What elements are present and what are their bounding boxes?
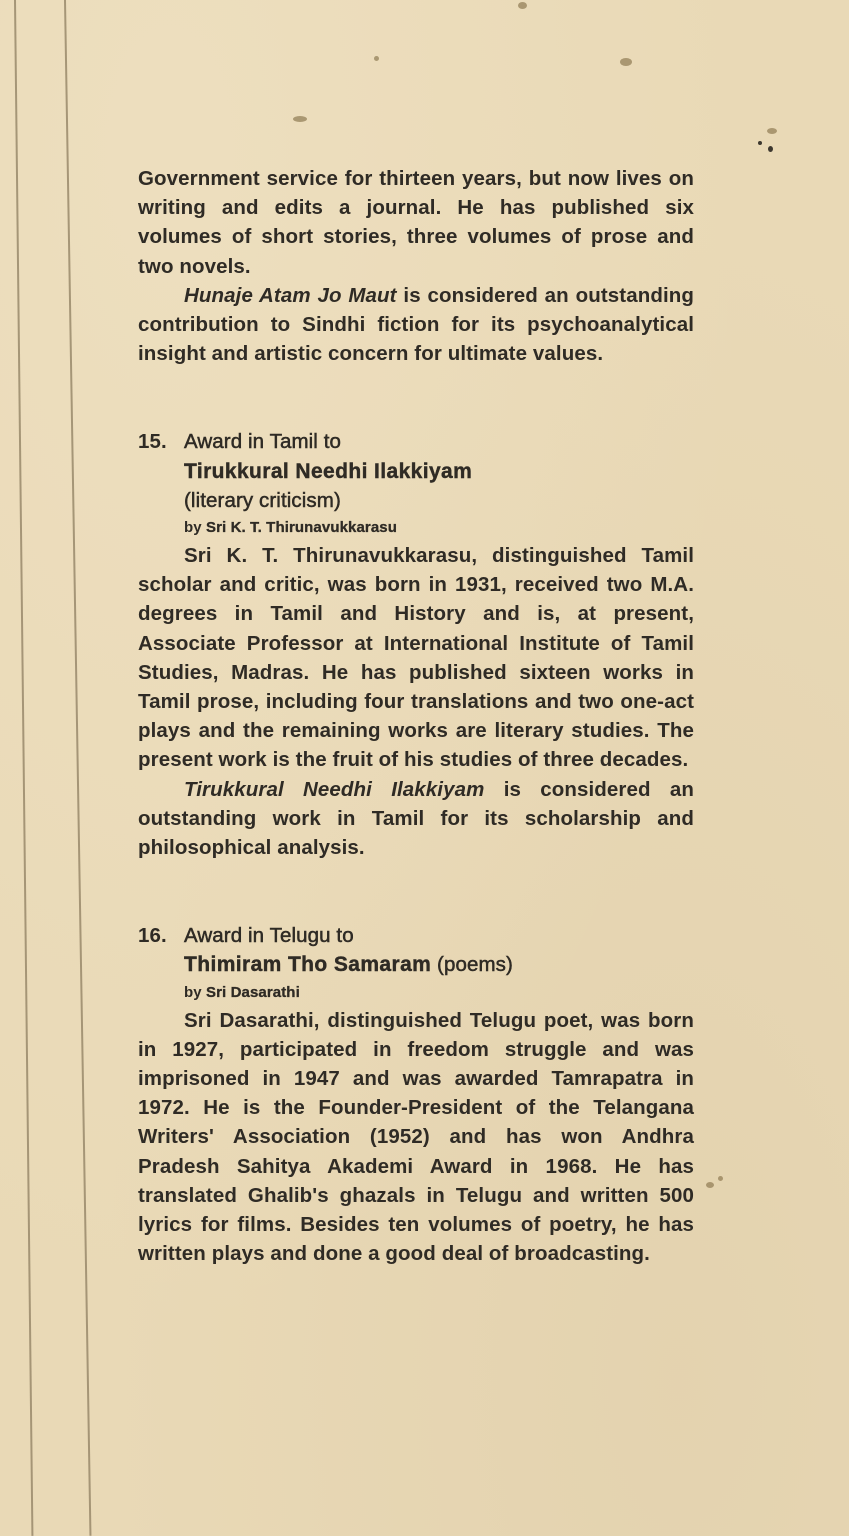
genre-label: (poems) — [437, 953, 513, 977]
award-section-tamil — [138, 427, 694, 862]
paper-speck — [374, 56, 379, 61]
document-page — [138, 164, 694, 1269]
assessment-text: is considered an outstanding work in Tamil for its scholarship and philosophical analysis. — [138, 777, 694, 860]
award-heading-label: Award in Tamil to — [184, 430, 342, 454]
paper-speck — [706, 1182, 714, 1188]
paper-speck — [718, 1176, 723, 1181]
work-title: Tirukkural Needhi Ilakkiyam — [184, 459, 473, 483]
assessment-text: is considered an outstanding contribution to Sindhi fiction for its psychoanalytical insight and artistic concern for ultimate values. — [138, 283, 694, 366]
paper-speck — [758, 141, 762, 145]
intro-assessment-paragraph — [138, 281, 694, 369]
award-heading-label: Award in Telugu to — [184, 924, 354, 948]
author-bio: Sri K. T. Thirunavukkarasu, distinguished Tamil scholar and critic, was born in 1931, received two M.A. degrees in Tamil and History and is, at present, Associate Professor at International Institute of Tamil Studies, Madras. He has published sixteen works in Tamil prose, including four translations and two one-act plays and the remaining works are literary studies. The present work is the fruit of his studies of three decades. — [138, 544, 694, 772]
award-byline — [184, 980, 694, 1006]
page-fold-line — [14, 0, 33, 1536]
award-byline — [184, 515, 694, 541]
award-number: 16. — [138, 924, 167, 948]
intro-paragraph: Government service for thirteen years, but now lives on writing and edits a journal. He has published six volumes of short stories, three volumes of prose and two novels. — [138, 167, 694, 278]
award-heading — [138, 921, 694, 950]
award-work-title — [184, 950, 694, 979]
paper-speck — [767, 128, 777, 134]
by-label: by — [184, 983, 202, 1001]
page-fold-line — [64, 0, 91, 1536]
award-section-telugu — [138, 921, 694, 1268]
paper-speck — [620, 58, 632, 66]
award-number: 15. — [138, 430, 167, 454]
award-genre — [184, 486, 694, 515]
paper-speck — [518, 2, 527, 9]
award-heading — [138, 427, 694, 456]
author-name: Sri Dasarathi — [206, 983, 300, 1001]
work-title-italic: Hunaje Atam Jo Maut — [184, 283, 397, 307]
award-work-title — [184, 457, 694, 486]
author-bio: Sri Dasarathi, distinguished Telugu poet, was born in 1927, participated in freedom struggle and was imprisoned in 1947 and was awarded Tamrapatra in 1972. He is the Founder-President of the Telangana Writers' Association (1952) and has won Andhra Pradesh Sahitya Akademi Award in 1968. He has translated Ghalib's ghazals in Telugu and written 500 lyrics for films. Besides ten volumes of poetry, he has written plays and done a good deal of broadcasting. — [138, 1008, 694, 1266]
by-label: by — [184, 519, 202, 537]
genre-label: (literary criticism) — [184, 488, 341, 512]
work-title: Thimiram Tho Samaram — [184, 953, 432, 977]
paper-speck — [768, 146, 773, 152]
work-title-italic: Tirukkural Needhi Ilakkiyam — [184, 777, 485, 801]
award-assessment — [138, 775, 694, 863]
paper-speck — [293, 116, 307, 122]
author-name: Sri K. T. Thirunavukkarasu — [206, 519, 397, 537]
